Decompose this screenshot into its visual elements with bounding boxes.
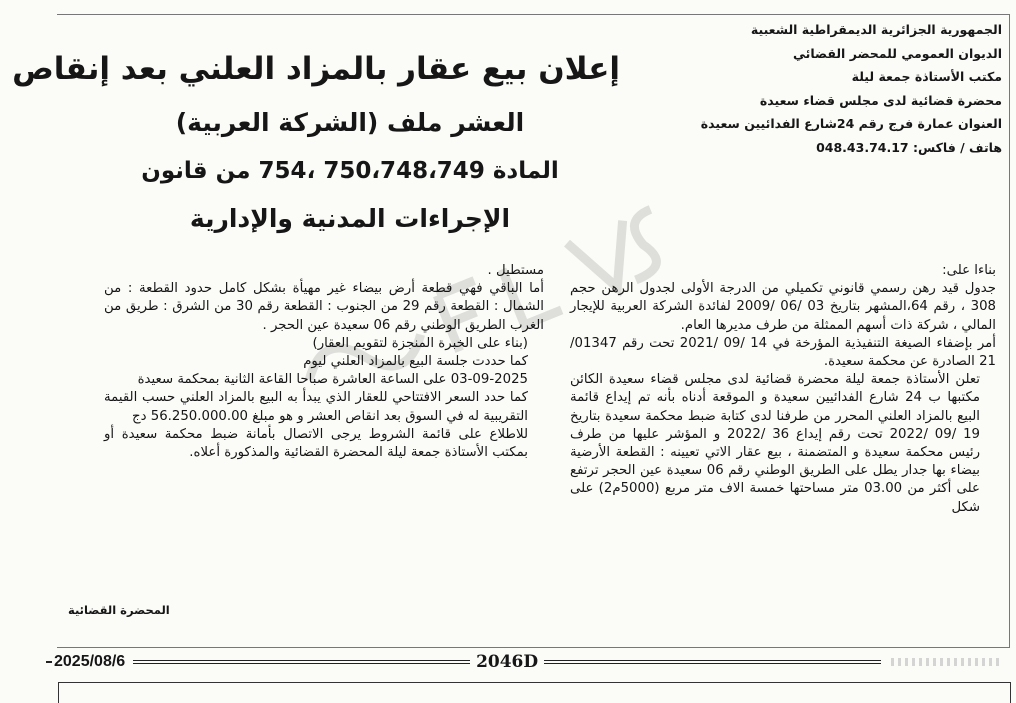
contact-paragraph: للاطلاع على قائمة الشروط يرجى الاتصال بأمانة ضبط محكمة سعيدة أو بمكتب الأستاذة جمعة ليلة المحضرة القضائية والمذكورة أعلاه.	[104, 426, 528, 461]
phone-number: 048.43.74.17	[816, 139, 909, 155]
mortgage-paragraph: جدول قيد رهن رسمي قانوني تكميلي من الدرجة الأولى لجدول الرهن حجم 308 ، رقم 64،المشهر بتاريخ 03 /06 /2009 لفائدة الشركة العربية للإيجار المالي ، شركة ذات أسهم الممثلة من طرف مديرها العام.	[570, 281, 996, 333]
headline-line-1: إعلان بيع عقار بالمزاد العلني بعد إنقاص	[12, 51, 620, 87]
body-column-right	[570, 262, 996, 517]
boundaries-paragraph: أما الباقي فهي قطعة أرض بيضاء غير مهيأة بشكل كامل حدود القطعة : من الشمال : القطعة رقم 29 من الجنوب : القطعة رقم 30 من الشرق : طريق من الغرب الطريق الوطني رقم 06 سعيدة عين الحجر .	[104, 281, 544, 333]
body-column-left	[104, 262, 544, 462]
office-line-phone	[682, 136, 1002, 160]
opening-price-paragraph: كما حدد السعر الافتتاحي للعقار الذي يبدأ به البيع بالمزاد العلني حسب القيمة التقريبية له في السوق بعد انقاص العشر و هو مبلغ 56.250.000.00 دج	[104, 390, 528, 424]
announcement-headline	[12, 40, 620, 244]
office-line-address: العنوان عمارة فرج رقم 24شارع الفدائيين سعيدة	[700, 116, 1002, 131]
footer-smudge	[891, 658, 1001, 666]
footer-rule-right	[544, 660, 881, 664]
page-code: 2046D	[476, 652, 539, 672]
page-footer	[46, 650, 1001, 674]
next-item-border	[58, 682, 1011, 703]
headline-line-4: الإجراءات المدنية والإدارية	[189, 204, 511, 233]
office-line-diwan: الديوان العمومي للمحضر القضائي	[793, 45, 1002, 61]
sale-notice-paragraph: تعلن الأستاذة جمعة ليلة محضرة قضائية لدى مجلس قضاء سعيدة الكائن مكتبها ب 24 شارع الفدائيين سعيدة و الموقعة أدناه بأنه تم إيداع قائمة البيع بالمزاد العلني المحرر من طرفنا لدى كتابة ضبط محكمة سعيدة بتاريخ 19 /09 /2022 تحت رقم إيداع 36 /2022 و المؤشر عليها من طرف رئيس محكمة سعيدة و المتضمنة ، بيع عقار الاتي تعيينه : القطعة الأرضية بيضاء بها جدار يطل على الطريق الوطني رقم 06 سعيدة عين الحجر ترتفع على أكثر من 03.00 متر مساحتها خمسة الاف متر مربع (5000م2) على شكل	[570, 372, 981, 515]
office-line-republic: الجمهورية الجزائرية الديمقراطية الشعبية	[750, 22, 1002, 37]
bailiff-signature: المحضرة القضائية	[68, 603, 170, 617]
footer-rule-left	[133, 660, 470, 664]
session-intro: كما حددت جلسة البيع بالمزاد العلني ليوم	[303, 354, 528, 370]
shape-continuation: مستطيل .	[487, 263, 544, 278]
executive-order-paragraph: أمر بإضفاء الصيغة التنفيذية المؤرخة في 14 /09 /2021 تحت رقم 01347/ 21 الصادرة عن محكمة سعيدة.	[570, 335, 996, 370]
phone-label: هاتف / فاكس:	[912, 139, 1002, 155]
headline-line-3: المادة 750،748،749 ،754 من قانون	[141, 158, 559, 184]
issue-date: 2025/08/6	[54, 653, 126, 670]
session-date-paragraph: 03-09-2025 على الساعة العاشرة صباحا القاعة الثانية بمحكمة سعيدة	[137, 372, 528, 388]
office-line-bailiff: محضرة قضائية لدى مجلس قضاء سعيدة	[759, 92, 1002, 108]
office-header	[682, 18, 1002, 159]
office-line-bureau: مكتب الأستاذة جمعة ليلة	[851, 69, 1002, 84]
headline-line-2: العشر ملف (الشركة العربية)	[175, 108, 525, 137]
based-on-label: بناءا على:	[942, 263, 996, 278]
appraisal-note: (بناء على الخبرة المنجزة لتقويم العقار)	[312, 335, 528, 351]
